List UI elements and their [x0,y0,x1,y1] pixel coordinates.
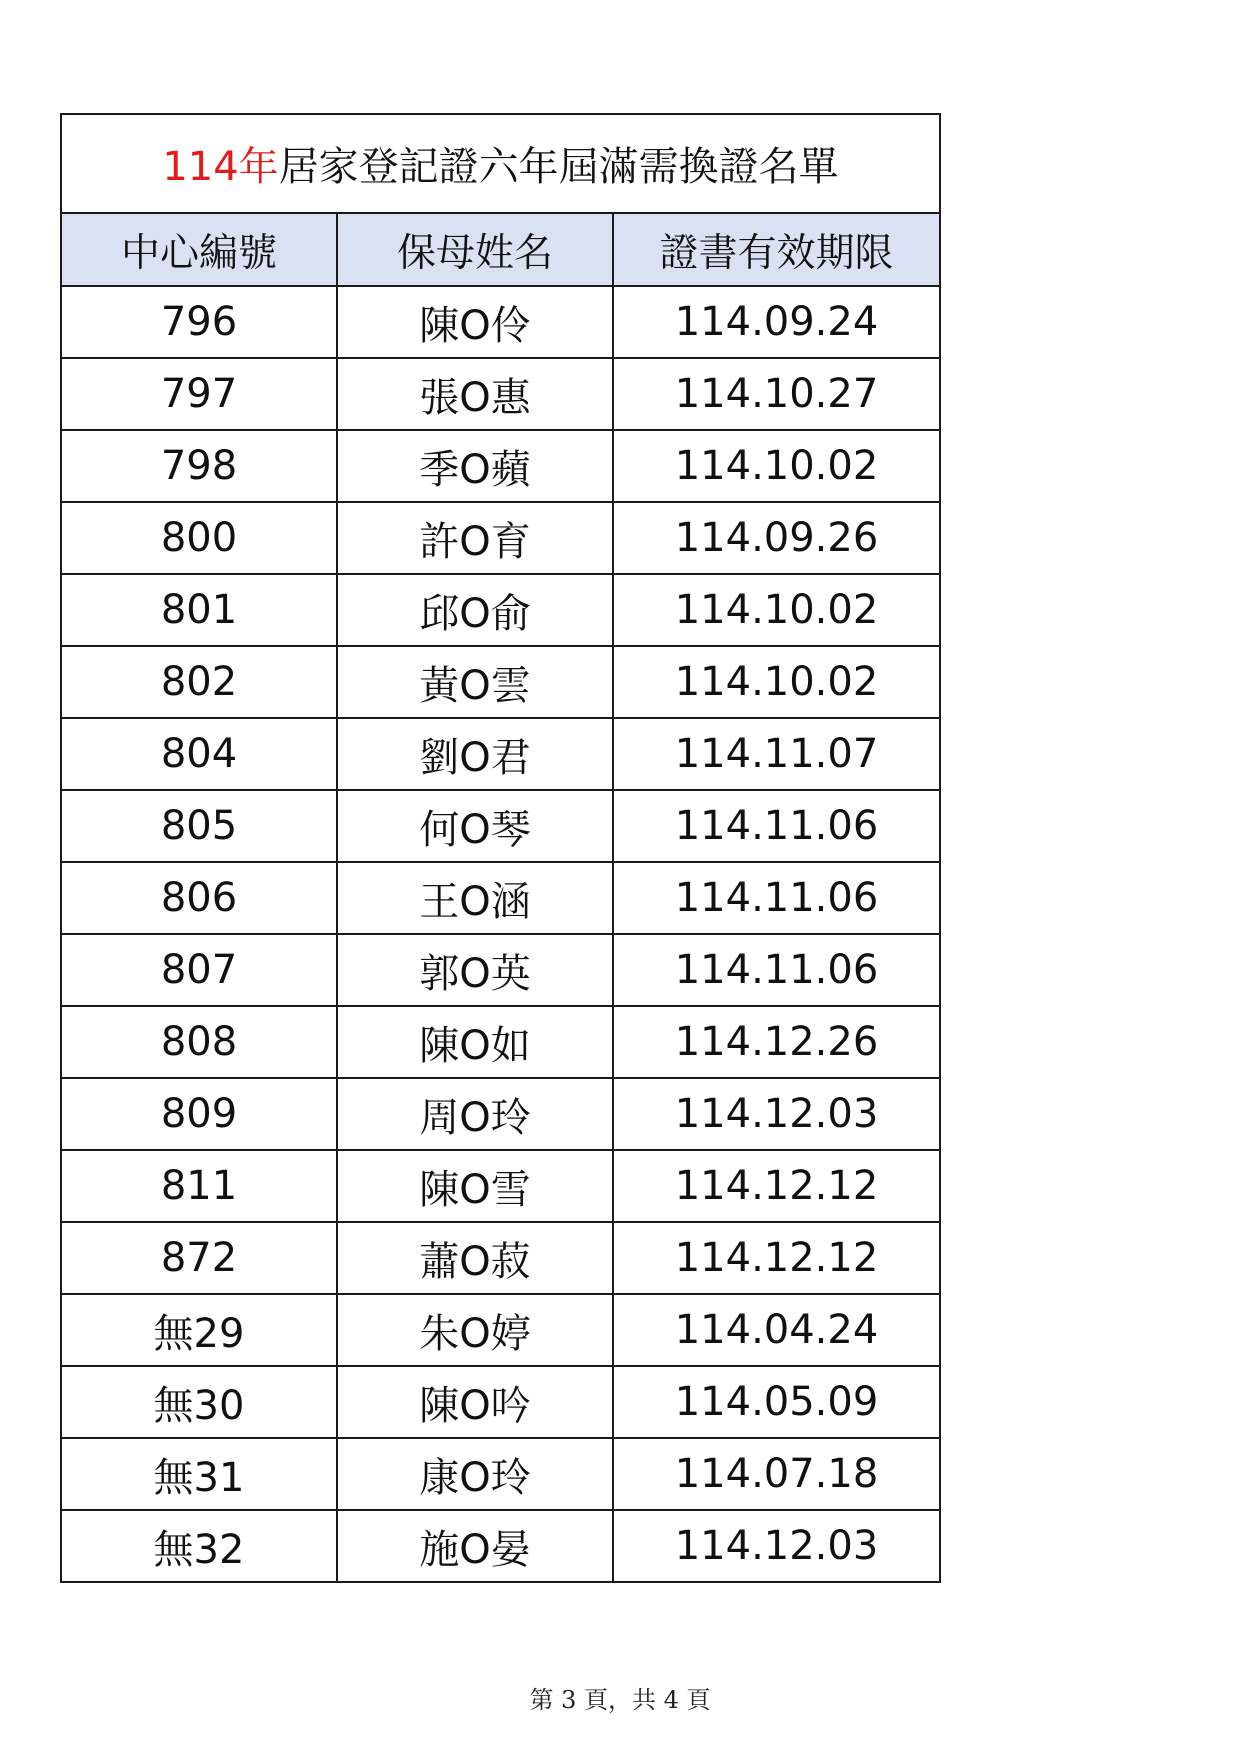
title-text: 居家登記證六年屆滿需換證名單 [278,144,839,190]
nanny-name-cell: 陳O如 [337,1006,613,1078]
center-id-cell: 無31 [61,1438,337,1510]
title-row [61,114,940,213]
center-id-cell: 806 [61,862,337,934]
valid-until-cell: 114.10.02 [613,430,940,502]
nanny-name-cell: 黃O雲 [337,646,613,718]
header-center-id: 中心編號 [61,213,337,286]
table-row [61,574,940,646]
valid-until-cell: 114.11.06 [613,934,940,1006]
nanny-name-cell: 陳O吟 [337,1366,613,1438]
table-row [61,718,940,790]
header-valid-until: 證書有效期限 [613,213,940,286]
table-row [61,502,940,574]
valid-until-cell: 114.12.03 [613,1510,940,1582]
nanny-name-cell: 邱O俞 [337,574,613,646]
valid-until-cell: 114.12.26 [613,1006,940,1078]
center-id-cell: 798 [61,430,337,502]
valid-until-cell: 114.10.27 [613,358,940,430]
table-title [61,114,940,213]
table-row [61,790,940,862]
valid-until-cell: 114.10.02 [613,574,940,646]
center-id-cell: 無32 [61,1510,337,1582]
valid-until-cell: 114.04.24 [613,1294,940,1366]
valid-until-cell: 114.09.26 [613,502,940,574]
center-id-cell: 無30 [61,1366,337,1438]
nanny-name-cell: 康O玲 [337,1438,613,1510]
table-row [61,1006,940,1078]
center-id-cell: 796 [61,286,337,358]
table-row [61,1366,940,1438]
table-row [61,1438,940,1510]
table-row [61,646,940,718]
valid-until-cell: 114.09.24 [613,286,940,358]
header-nanny-name: 保母姓名 [337,213,613,286]
nanny-name-cell: 陳O雪 [337,1150,613,1222]
nanny-name-cell: 朱O婷 [337,1294,613,1366]
table-row [61,862,940,934]
valid-until-cell: 114.12.12 [613,1150,940,1222]
table-row [61,1294,940,1366]
center-id-cell: 805 [61,790,337,862]
center-id-cell: 872 [61,1222,337,1294]
valid-until-cell: 114.11.07 [613,718,940,790]
nanny-name-cell: 何O琴 [337,790,613,862]
valid-until-cell: 114.05.09 [613,1366,940,1438]
valid-until-cell: 114.11.06 [613,862,940,934]
valid-until-cell: 114.07.18 [613,1438,940,1510]
table-row [61,358,940,430]
page-footer: 第 3 頁，共 4 頁 [529,1686,711,1714]
center-id-cell: 809 [61,1078,337,1150]
center-id-cell: 801 [61,574,337,646]
center-id-cell: 807 [61,934,337,1006]
table-row [61,1222,940,1294]
table-row [61,430,940,502]
center-id-cell: 802 [61,646,337,718]
nanny-name-cell: 季O蘋 [337,430,613,502]
nanny-name-cell: 劉O君 [337,718,613,790]
header-row [61,213,940,286]
nanny-name-cell: 周O玲 [337,1078,613,1150]
nanny-name-cell: 王O涵 [337,862,613,934]
nanny-name-cell: 陳O伶 [337,286,613,358]
nanny-name-cell: 張O惠 [337,358,613,430]
center-id-cell: 800 [61,502,337,574]
nanny-name-cell: 施O晏 [337,1510,613,1582]
center-id-cell: 804 [61,718,337,790]
table-row [61,1510,940,1582]
center-id-cell: 811 [61,1150,337,1222]
center-id-cell: 808 [61,1006,337,1078]
table-row [61,1078,940,1150]
table-row [61,286,940,358]
center-id-cell: 無29 [61,1294,337,1366]
center-id-cell: 797 [61,358,337,430]
valid-until-cell: 114.11.06 [613,790,940,862]
valid-until-cell: 114.12.03 [613,1078,940,1150]
valid-until-cell: 114.10.02 [613,646,940,718]
valid-until-cell: 114.12.12 [613,1222,940,1294]
table-row [61,1150,940,1222]
nanny-name-cell: 許O育 [337,502,613,574]
table-row [61,934,940,1006]
nanny-name-cell: 蕭O菽 [337,1222,613,1294]
nanny-name-cell: 郭O英 [337,934,613,1006]
renewal-list-table [60,113,941,1583]
title-year: 114年 [162,144,279,190]
